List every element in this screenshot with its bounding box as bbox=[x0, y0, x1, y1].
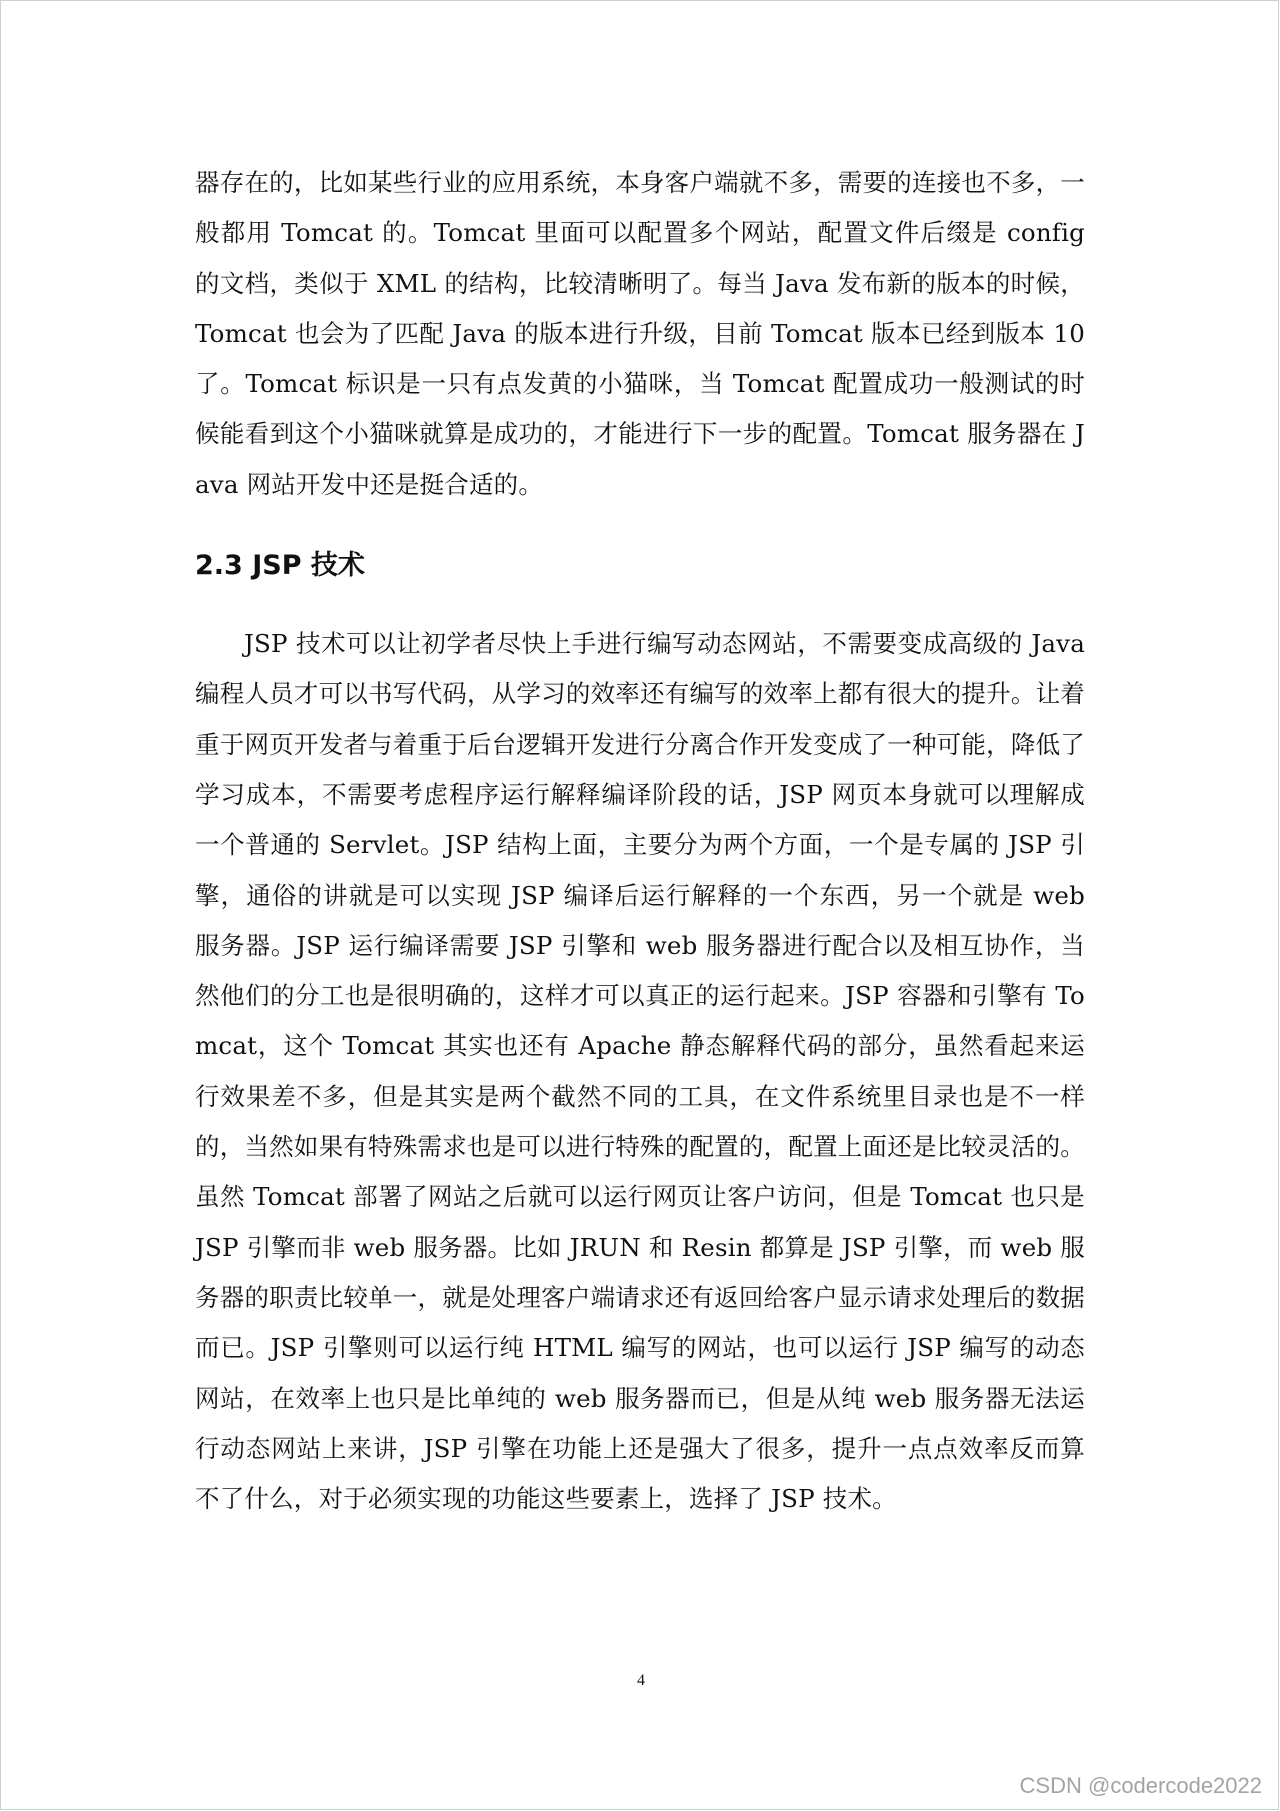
body-paragraph-jsp: JSP 技术可以让初学者尽快上手进行编写动态网站，不需要变成高级的 Java 编程人员才可以书写代码，从学习的效率还有编写的效率上都有很大的提升。让着重于网页开发者与着重于后台逻辑开发进行分离合作开发变成了一种可能，降低了学习成本，不需要考虑程序运行解释编译阶段的话，JSP 网页本身就可以理解成一个普通的 Servlet。JSP 结构上面，主要分为两个方面，一个是专属的 JSP 引擎，通俗的讲就是可以实现 JSP 编译后运行解释的一个东西，另一个就是 web 服务器。JSP 运行编译需要 JSP 引擎和 web 服务器进行配合以及相互协作，当然他们的分工也是很明确的，这样才可以真正的运行起来。JSP 容器和引擎有 Tomcat，这个 Tomcat 其实也还有 Apache 静态解释代码的部分，虽然看起来运行效果差不多，但是其实是两个截然不同的工具，在文件系统里目录也是不一样的，当然如果有特殊需求也是可以进行特殊的配置的，配置上面还是比较灵活的。虽然 Tomcat 部署了网站之后就可以运行网页让客户访问，但是 Tomcat 也只是 JSP 引擎而非 web 服务器。比如 JRUN 和 Resin 都算是 JSP 引擎，而 web 服务器的职责比较单一，就是处理客户端请求还有返回给客户显示请求处理后的数据而已。JSP 引擎则可以运行纯 HTML 编写的网站，也可以运行 JSP 编写的动态网站，在效率上也只是比单纯的 web 服务器而已，但是从纯 web 服务器无法运行动态网站上来讲，JSP 引擎在功能上还是强大了很多，提升一点点效率反而算不了什么，对于必须实现的功能这些要素上，选择了 JSP 技术。 bbox=[195, 629, 1085, 1514]
page-number: 4 bbox=[637, 1672, 645, 1689]
page-content bbox=[195, 158, 1085, 1524]
watermark: CSDN @codercode2022 bbox=[1019, 1773, 1262, 1798]
section-heading: 2.3 JSP 技术 bbox=[195, 550, 365, 582]
body-paragraph-tomcat: 器存在的，比如某些行业的应用系统，本身客户端就不多，需要的连接也不多，一般都用 Tomcat 的。Tomcat 里面可以配置多个网站，配置文件后缀是 config 的文档，类似于 XML 的结构，比较清晰明了。每当 Java 发布新的版本的时候，Tomcat 也会为了匹配 Java 的版本进行升级，目前 Tomcat 版本已经到版本 10 了。Tomcat 标识是一只有点发黄的小猫咪，当 Tomcat 配置成功一般测试的时候能看到这个小猫咪就算是成功的，才能进行下一步的配置。Tomcat 服务器在 Java 网站开发中还是挺合适的。 bbox=[195, 168, 1085, 499]
